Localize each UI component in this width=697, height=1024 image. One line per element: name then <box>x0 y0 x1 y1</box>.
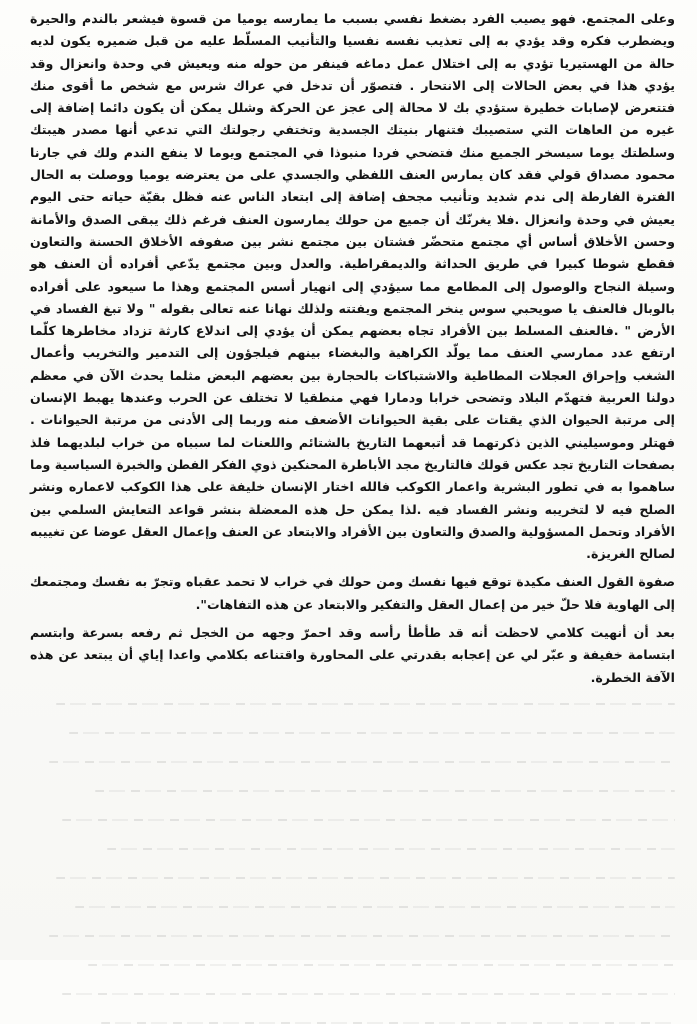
bleedthrough-line <box>88 964 675 966</box>
bleedthrough-line <box>49 935 675 937</box>
bleedthrough-line <box>56 703 675 705</box>
bleedthrough-line <box>107 848 675 850</box>
conclusion-paragraph: صفوة القول العنف مكيدة توقع فيها نفسك ومن حولك في خراب لا تحمد عقباه وتجرّ به نفسك ومجتمعك إلى الهاوية فلا حلّ خير من إعمال العقل والتفكير والابتعاد عن هذه التفاهات". <box>30 574 675 612</box>
bleedthrough-line <box>56 877 675 879</box>
essay-body-paragraph: وعلى المجتمع. فهو يصيب الفرد بضغط نفسي بسبب ما يمارسه يوميا من قسوة فيشعر بالندم والحيرة ويضطرب فكره وقد يؤدي به إلى تعذيب نفسه نفسيا والتأنيب المسلّط عليه من قبل ضميره يكون لديه حالة من الهستيريا تؤدي به إلى اختلال عمل دماغه فينفر من حوله منه ويعيش في وحدة وانعزال وقد يؤدي هذا في بعض الحالات إلى الانتحار . فتصوّر أن تدخل في عراك شرس مع شخص ما أقوى منك فتتعرض لإصابات خطيرة ستؤدي بك لا محالة إلى عجز عن الحركة وشلل يمكن أن يكون دائما إضافة إلى غيره من العاهات التي ستصيبك فتنهار بنيتك الجسدية وتختفي رجولتك التي تدعي أنها مصدر هيبتك وسلطتك يوما سيسخر الجميع منك فتضحي فردا منبوذا في المجتمع ويوما لا ينفع الندم ولك في جارنا محمود مصداق قولي فقد كان يمارس العنف اللفظي والجسدي على من يعترضه يوميا ووصلت به الحال الفترة الفارطة إلى ندم شديد وتأنيب مجحف إضافة إلى ابتعاد الناس عنه فظل بقيّة حياته حتى اليوم يعيش في وحدة وانعزال .فلا يغرنّك أن جميع من حولك يمارسون العنف فرغم ذلك يبقى الصدق والأمانة وحسن الأخلاق أساس أي مجتمع متحضّر فشتان بين مجتمع نشر بين صفوفه الأخلاق الحسنة والتعاون فقطع شوطا كبيرا في طريق الحداثة والديمقراطية. والعدل وبين مجتمع يدّعي أفراده أن العنف هو وسيلة النجاح والوصول إلى المطامع مما سيؤدي إلى انهيار أسس المجتمع وهذا ما سيعود على أفراده بالوبال فالعنف يا صويحبي سوس ينخر المجتمع ويفتته ولذلك نهانا عنه تعالى بقوله " ولا تبغ الفساد في الأرض " .فالعنف المسلط بين الأفراد تجاه بعضهم يمكن أن يؤدي إلى اندلاع كارثة تزداد مخاطرها كلّما ارتفع عدد ممارسي العنف مما يولّد الكراهية والبغضاء بينهم فيلجؤون إلى التدمير والتخريب وأعمال الشغب وإحراق العجلات المطاطية والاشتباكات بالحجارة بين بعضهم البعض مثلما يحدث الآن في معظم دولنا العربية فتهدّم البلاد وتضحى خرابا ودمارا فهي منطقيا لا تختلف عن الحرب وعندها يهبط الإنسان إلى مرتبة الحيوان الذي يقتات على بقية الحيوانات الأضعف منه وربما إلى الأدنى من مرتبة الحيوانات . فهتلر وموسيليني الذين ذكرتهما قد أتبعهما التاريخ بالشتائم واللعنات لما سبباه من خراب لبلديهما فلذ بصفحات التاريخ تجد عكس قولك فالتاريخ مجد الأباطرة المحنكين ذوي الفكر الفطن والخبرة السياسية وما ساهموا به في تطور البشرية واعمار الكوكب فالله اختار الإنسان خليفة على هذا الكوكب لاعماره ونشر الصلح فيه لا لتخريبه ونشر الفساد فيه .لذا يمكن حل هذه المعضلة بنشر قواعد التعايش السلمي بين الأفراد وتحمل المسؤولية والصدق والتعاون بين الأفراد والابتعاد عن العنف وإعمال العقل عوضا عن تغييبه لصالح الغريزة. <box>30 11 675 562</box>
closing-paragraph: بعد أن أنهيت كلامي لاحظت أنه قد طأطأ رأسه وقد احمرّ وجهه من الخجل ثم رفعه بسرعة وابتسم ابتسامة خفيفة و عبّر لي عن إعجابه بقدرتي على المحاورة واقتناعه بكلامي واعدا إياي أن يبتعد عن هذه الآفة الخطرة. <box>30 625 675 685</box>
bleedthrough-line <box>95 790 676 792</box>
bleedthrough-line <box>49 761 675 763</box>
reverse-side-bleedthrough <box>30 703 675 1024</box>
bleedthrough-line <box>75 906 675 908</box>
bleedthrough-line <box>69 732 675 734</box>
bleedthrough-line <box>62 993 675 995</box>
bleedthrough-line <box>62 819 675 821</box>
